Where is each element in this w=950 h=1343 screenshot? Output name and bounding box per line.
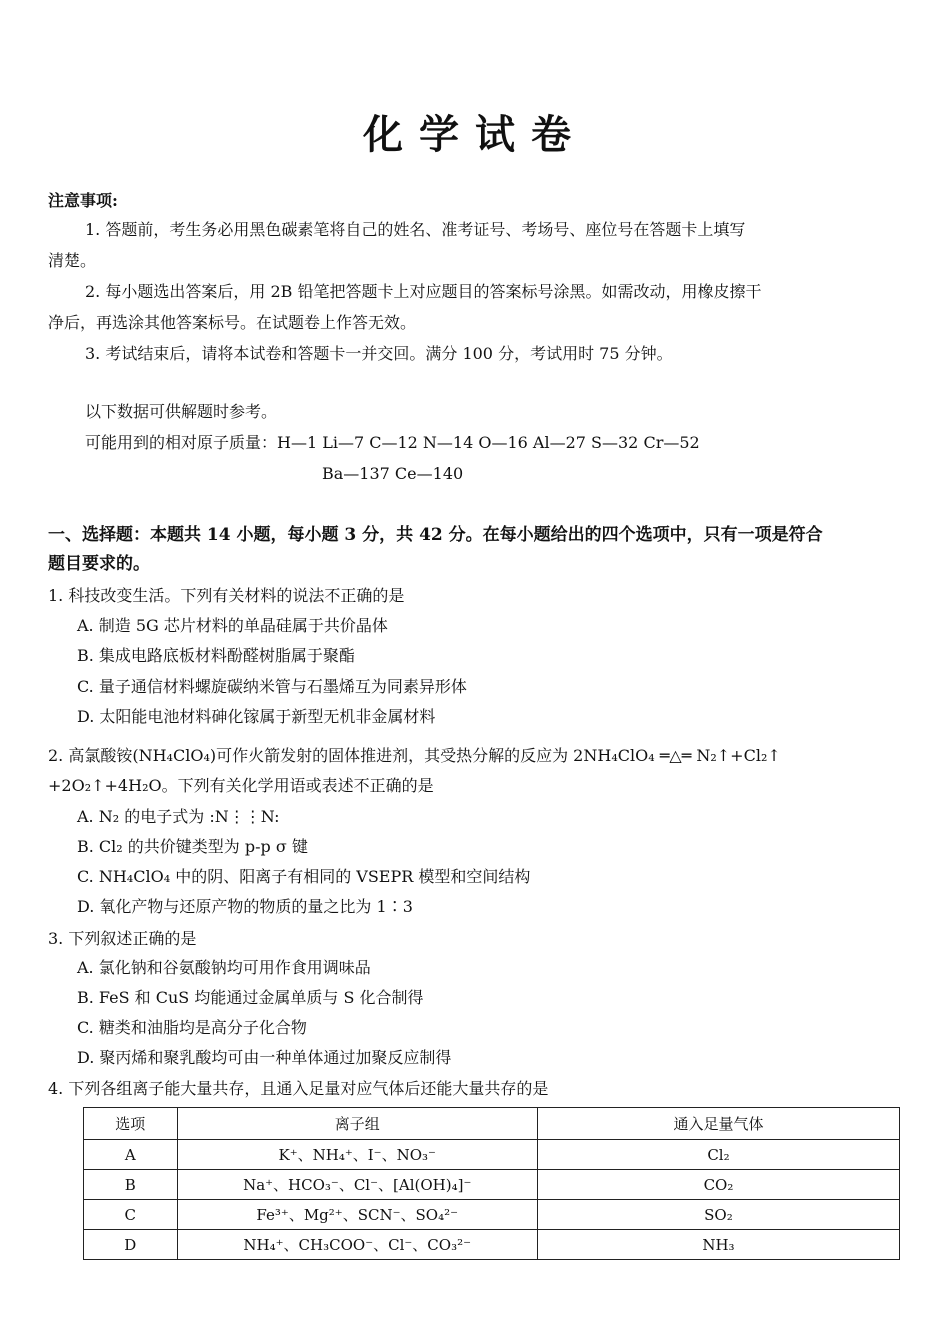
question-1-stem: 1. 科技改变生活。下列有关材料的说法不正确的是 [48,586,405,605]
question-3-stem: 3. 下列叙述正确的是 [48,929,197,948]
question-1-option-a: A. 制造 5G 芯片材料的单晶硅属于共价晶体 [77,616,388,635]
row-ions: K⁺、NH₄⁺、I⁻、NO₃⁻ [177,1140,537,1170]
notice-item-3: 3. 考试结束后，请将本试卷和答题卡一并交回。满分 100 分，考试用时 75 分钟。 [85,344,673,363]
table-row [84,1140,900,1170]
question-3-option-d: D. 聚丙烯和聚乳酸均可由一种单体通过加聚反应制得 [77,1048,452,1067]
section-heading: 一、选择题：本题共 14 小题，每小题 3 分，共 42 分。在每小题给出的四个选项中，只有一项是符合 [48,525,823,545]
question-3-option-b: B. FeS 和 CuS 均能通过金属单质与 S 化合制得 [77,988,424,1007]
table-header-row [84,1108,900,1140]
section-heading-cont: 题目要求的。 [48,554,150,574]
row-gas: Cl₂ [537,1140,899,1170]
notice-heading: 注意事项: [48,191,118,210]
question-3-option-a: A. 氯化钠和谷氨酸钠均可用作食用调味品 [77,958,371,977]
row-option: A [84,1140,178,1170]
column-header-gas: 通入足量气体 [537,1108,899,1140]
atomic-masses: 可能用到的相对原子质量：H—1 Li—7 C—12 N—14 O—16 Al—27 S—32 Cr—52 [85,433,700,452]
column-header-option: 选项 [84,1108,178,1140]
question-2-option-c: C. NH₄ClO₄ 中的阴、阳离子有相同的 VSEPR 模型和空间结构 [77,867,531,886]
table-row [84,1170,900,1200]
row-gas: SO₂ [537,1200,899,1230]
reference-intro: 以下数据可供解题时参考。 [85,402,278,421]
row-ions: NH₄⁺、CH₃COO⁻、Cl⁻、CO₃²⁻ [177,1230,537,1260]
row-gas: NH₃ [537,1230,899,1260]
question-1-option-c: C. 量子通信材料螺旋碳纳米管与石墨烯互为同素异形体 [77,677,467,696]
question-3-option-c: C. 糖类和油脂均是高分子化合物 [77,1018,307,1037]
question-1-option-d: D. 太阳能电池材料砷化镓属于新型无机非金属材料 [77,707,436,726]
question-1-option-b: B. 集成电路底板材料酚醛树脂属于聚酯 [77,646,355,665]
notice-item-1: 1. 答题前，考生务必用黑色碳素笔将自己的姓名、准考证号、考场号、座位号在答题卡上填写 [85,220,746,239]
row-ions: Na⁺、HCO₃⁻、Cl⁻、[Al(OH)₄]⁻ [177,1170,537,1200]
row-option: D [84,1230,178,1260]
question-2-option-a: A. N₂ 的电子式为 :N⋮⋮N: [77,807,280,826]
question-2-stem-cont: +2O₂↑+4H₂O。下列有关化学用语或表述不正确的是 [48,776,434,795]
table-row [84,1230,900,1260]
ion-table [83,1107,900,1260]
row-gas: CO₂ [537,1170,899,1200]
question-4-stem: 4. 下列各组离子能大量共存，且通入足量对应气体后还能大量共存的是 [48,1079,549,1098]
question-2-option-d: D. 氧化产物与还原产物的物质的量之比为 1∶3 [77,897,413,916]
notice-item-1-cont: 清楚。 [48,251,97,270]
notice-item-2-cont: 净后，再选涂其他答案标号。在试题卷上作答无效。 [48,313,417,332]
row-option: C [84,1200,178,1230]
atomic-masses-cont: Ba—137 Ce—140 [322,464,464,483]
page-title: 化学试卷 [363,111,587,158]
notice-item-2: 2. 每小题选出答案后，用 2B 铅笔把答题卡上对应题目的答案标号涂黑。如需改动，用橡皮擦干 [85,282,762,301]
question-2-stem: 2. 高氯酸铵(NH₄ClO₄)可作火箭发射的固体推进剂，其受热分解的反应为 2NH₄ClO₄ ═△═ N₂↑+Cl₂↑ [48,746,781,765]
row-ions: Fe³⁺、Mg²⁺、SCN⁻、SO₄²⁻ [177,1200,537,1230]
row-option: B [84,1170,178,1200]
column-header-ions: 离子组 [177,1108,537,1140]
question-2-option-b: B. Cl₂ 的共价键类型为 p-p σ 键 [77,837,308,856]
table-row [84,1200,900,1230]
